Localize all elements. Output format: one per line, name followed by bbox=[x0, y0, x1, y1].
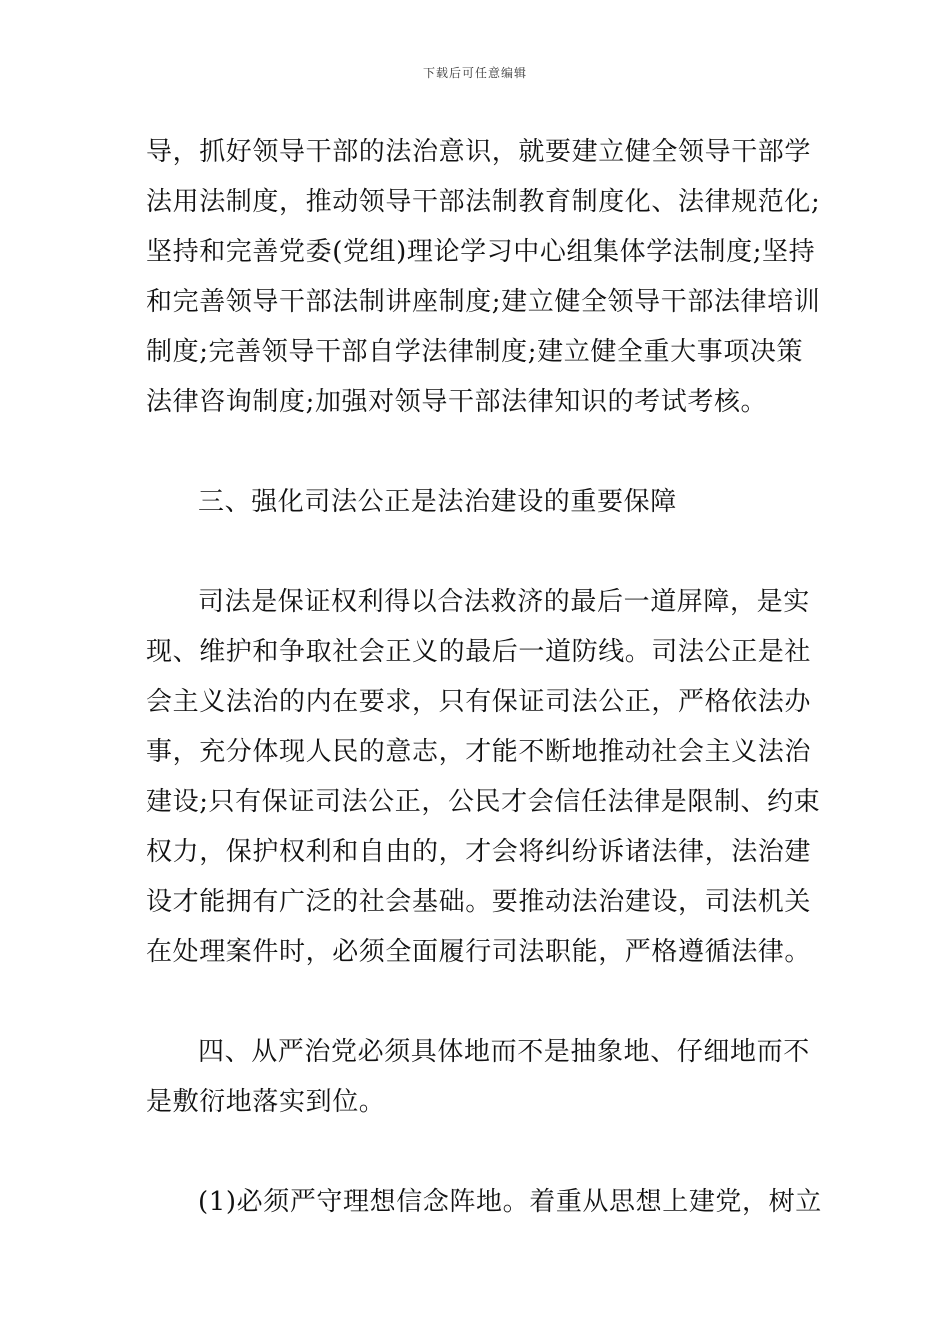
text-line: 法用法制度，推动领导干部法制教育制度化、法律规范化; bbox=[146, 187, 821, 217]
text-line: 建设;只有保证司法公正，公民才会信任法律是限制、约束 bbox=[146, 787, 821, 817]
paragraph-gap bbox=[146, 1127, 808, 1177]
document-body bbox=[146, 127, 822, 1227]
text-line: 现、维护和争取社会正义的最后一道防线。司法公正是社 bbox=[146, 637, 812, 667]
text-line: (1)必须严守理想信念阵地。着重从思想上建党，树立 bbox=[198, 1187, 822, 1217]
page-header-note: 下载后可任意编辑 bbox=[422, 66, 527, 80]
paragraph-gap bbox=[146, 427, 808, 477]
text-line: 坚持和完善党委(党组)理论学习中心组集体学法制度;坚持 bbox=[146, 237, 816, 267]
text-line: 在处理案件时，必须全面履行司法职能，严格遵循法律。 bbox=[146, 937, 812, 967]
text-line: 司法是保证权利得以合法救济的最后一道屏障，是实 bbox=[198, 587, 810, 617]
section-heading: 三、强化司法公正是法治建设的重要保障 bbox=[198, 487, 677, 517]
text-line: 事，充分体现人民的意志，才能不断地推动社会主义法治 bbox=[146, 737, 812, 767]
text-line: 权力，保护权利和自由的，才会将纠纷诉诸法律，法治建 bbox=[146, 837, 812, 867]
paragraph-gap bbox=[146, 527, 808, 577]
text-line: 和完善领导干部法制讲座制度;建立健全领导干部法律培训 bbox=[146, 287, 821, 317]
text-line: 法律咨询制度;加强对领导干部法律知识的考试考核。 bbox=[146, 387, 768, 417]
text-line: 设才能拥有广泛的社会基础。要推动法治建设，司法机关 bbox=[146, 887, 812, 917]
text-line: 会主义法治的内在要求，只有保证司法公正，严格依法办 bbox=[146, 687, 812, 717]
section-heading: 四、从严治党必须具体地而不是抽象地、仔细地而不 bbox=[198, 1037, 810, 1067]
paragraph-gap bbox=[146, 977, 808, 1027]
text-line: 导，抓好领导干部的法治意识，就要建立健全领导干部学 bbox=[146, 137, 812, 167]
section-heading-continued: 是敷衍地落实到位。 bbox=[146, 1087, 386, 1117]
text-line: 制度;完善领导干部自学法律制度;建立健全重大事项决策 bbox=[146, 337, 804, 367]
